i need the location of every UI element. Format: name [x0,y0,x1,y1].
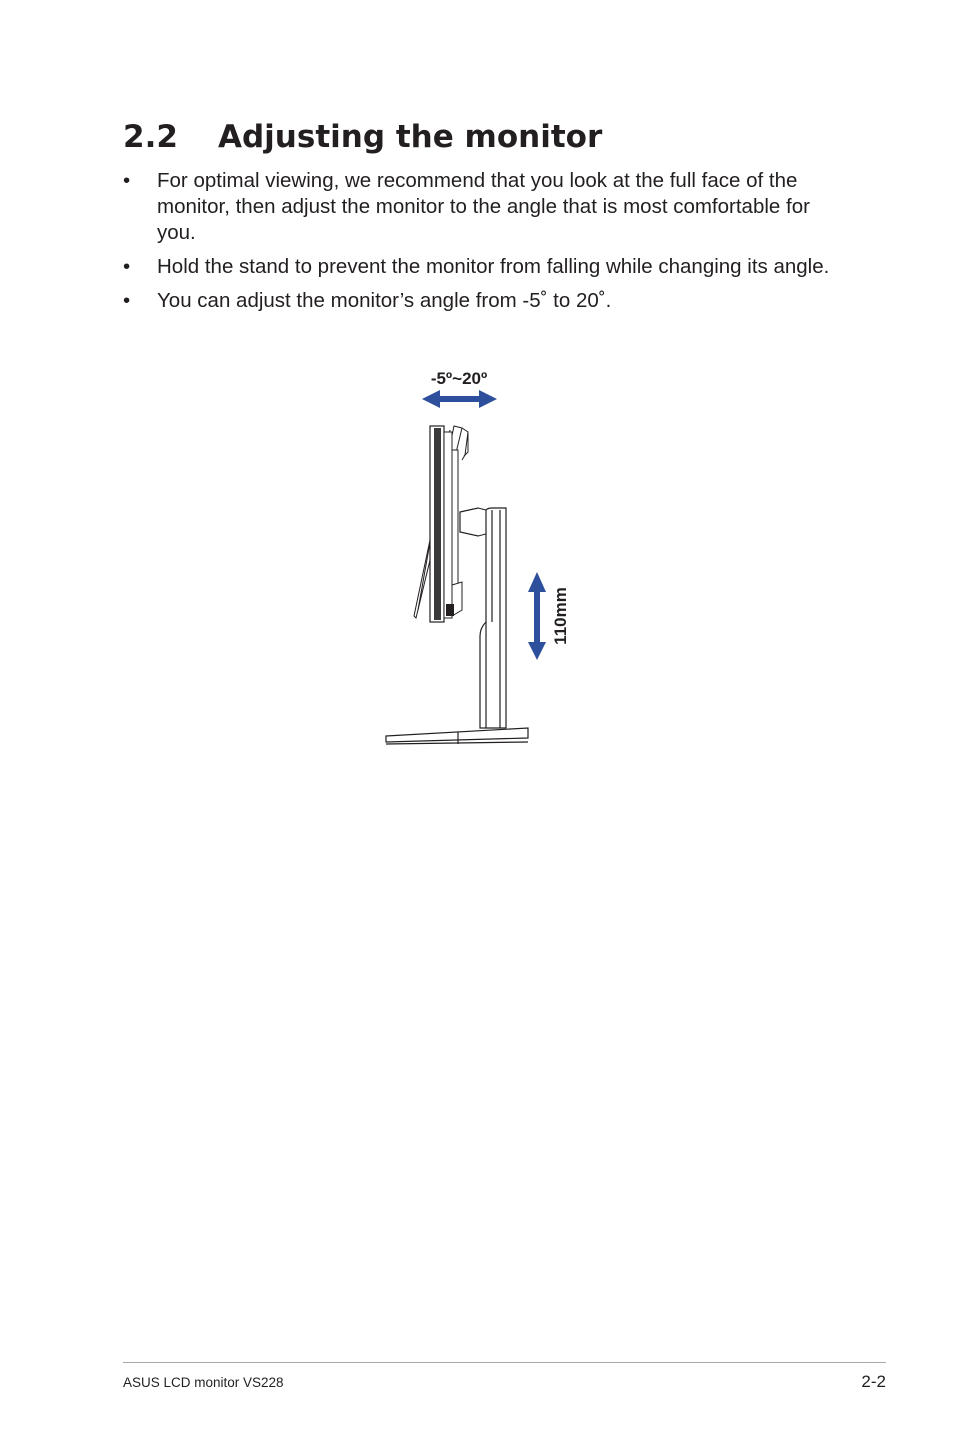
bullet-dot-icon: • [123,169,131,192]
footer-product-name: ASUS LCD monitor VS228 [123,1375,284,1390]
height-range-label: 110mm [551,587,570,645]
hinge-joint [460,508,486,536]
stand-column [480,508,506,728]
monitor-side-view-illustration [370,360,590,760]
bullet-dot-icon: • [123,255,131,278]
bullet-dot-icon: • [123,289,131,312]
bullet-text: You can adjust the monitor’s angle from -5˚ to 20˚. [157,289,612,312]
bullet-text: Hold the stand to prevent the monitor from falling while changing its angle. [157,255,830,278]
section-heading [123,117,602,157]
monitor-adjustment-figure [370,360,590,760]
tilt-double-arrow-icon [422,390,497,408]
bullet-item [123,168,843,246]
section-number: 2.2 [123,119,178,155]
page-number: 2-2 [861,1372,886,1391]
footer-divider [123,1362,886,1363]
bullet-text: For optimal viewing, we recommend that you look at the full face of the monitor, then adjust the monitor to the angle that is most comfortable for you. [157,169,810,244]
tilt-range-label: -5º~20º [430,369,488,388]
bullet-item [123,254,843,280]
bullet-item [123,288,843,314]
height-double-arrow-icon [528,572,546,660]
monitor-screen-panel [430,426,462,622]
section-title: Adjusting the monitor [218,119,603,155]
bullet-list [123,168,843,322]
stand-base [386,728,528,744]
